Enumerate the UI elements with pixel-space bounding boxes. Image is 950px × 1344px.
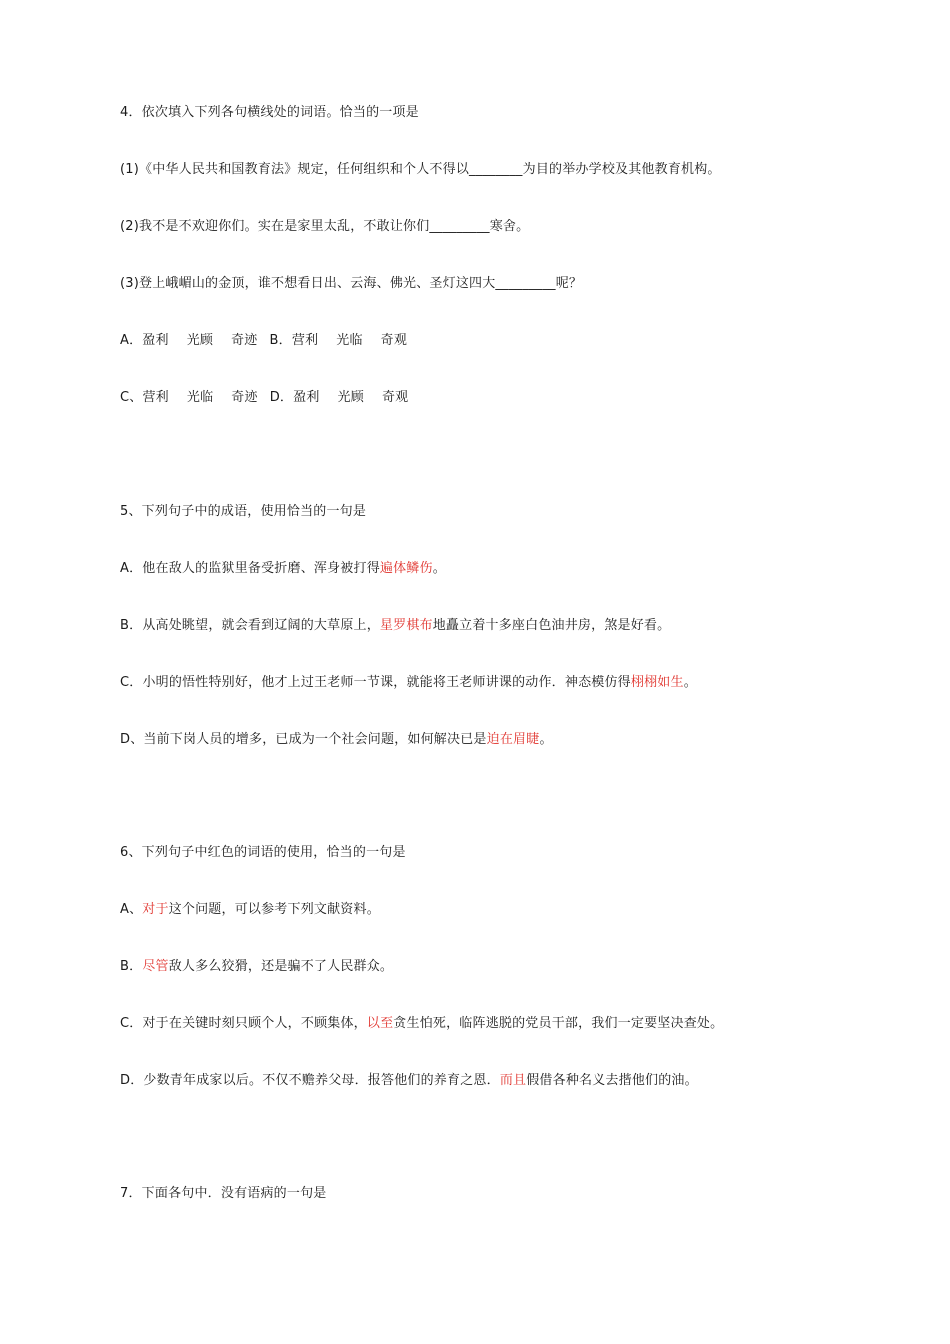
q4-option-c-word-1: 营利: [142, 390, 169, 405]
q5-option-a: [120, 560, 446, 578]
q5-option-c-end: 。: [683, 675, 697, 690]
q4-option-c-label: C、: [120, 390, 143, 405]
q6-option-d: [120, 1072, 698, 1090]
q4-option-a-label: A．: [120, 333, 143, 348]
q6-stem: 6、下列句子中红色的词语的使用，恰当的一句是: [120, 845, 406, 860]
q5-option-c-idiom: 栩栩如生: [630, 675, 684, 690]
q5-option-a-idiom: 遍体鳞伤: [379, 561, 433, 576]
q5-option-a-text: A．他在敌人的监狱里备受折磨、浑身被打得: [120, 561, 380, 576]
q6-option-c: [120, 1015, 723, 1033]
q4-option-a-word-1: 盈利: [142, 333, 169, 348]
q6-option-a-text: 这个问题，可以参考下列文献资料。: [168, 902, 380, 917]
q5-option-a-end: 。: [432, 561, 446, 576]
q6-option-c-word: 以至: [366, 1016, 394, 1031]
q5-option-d-text: D、当前下岗人员的增多，已成为一个社会问题，如何解决已是: [120, 732, 487, 747]
q5-option-d-idiom: 迫在眉睫: [486, 732, 540, 747]
q6-option-a: [120, 901, 380, 919]
q4-option-c-word-3: 奇迹: [231, 390, 258, 405]
q5-option-d: [120, 731, 553, 749]
q6-option-c-text: C．对于在关键时刻只顾个人，不顾集体，: [120, 1016, 367, 1031]
q6-option-b-text: 敌人多么狡猾，还是骗不了人民群众。: [168, 959, 394, 974]
q5-option-c-text: C．小明的悟性特别好，他才上过王老师一节课，就能将王老师讲课的动作．神态模仿得: [120, 675, 631, 690]
q4-option-a-word-3: 奇迹: [231, 333, 258, 348]
q6-option-d-text: D．少数青年成家以后。不仅不赡养父母．报答他们的养育之恩．: [120, 1073, 500, 1088]
q4-options-ab: [120, 332, 407, 350]
q4-option-b-label: B．: [269, 333, 292, 348]
q6-option-b: [120, 958, 393, 976]
q4-sentence-2: (2)我不是不欢迎你们。实在是家里太乱，不敢让你们_________寒舍。: [120, 219, 530, 234]
q6-option-a-label: A、: [120, 902, 143, 917]
q4-sentence-3: (3)登上峨嵋山的金顶，谁不想看日出、云海、佛光、圣灯这四大_________呢？: [120, 276, 583, 291]
q6-option-a-word: 对于: [142, 902, 169, 917]
q5-option-b-idiom: 星罗棋布: [379, 618, 433, 633]
q5-option-b-text: B．从高处眺望，就会看到辽阔的大草原上，: [120, 618, 380, 633]
q6-option-b-label: B．: [120, 959, 143, 974]
q6-option-c-end: 贪生怕死，临阵逃脱的党员干部，我们一定要坚决查处。: [393, 1016, 724, 1031]
q6-option-d-word: 而且: [499, 1073, 527, 1088]
q4-option-a-word-2: 光顾: [186, 333, 214, 348]
q5-option-b: [120, 617, 670, 635]
q4-option-b-word-1: 营利: [291, 333, 319, 348]
q4-option-b-word-3: 奇观: [380, 333, 408, 348]
q5-stem: 5、下列句子中的成语，使用恰当的一句是: [120, 504, 367, 519]
q5-option-d-end: 。: [539, 732, 553, 747]
q4-options-cd: [120, 389, 408, 407]
q5-option-c: [120, 674, 697, 692]
q4-option-d-label: D．: [269, 390, 294, 405]
q4-option-b-word-2: 光临: [336, 333, 363, 348]
q6-option-d-end: 假借各种名义去揩他们的油。: [526, 1073, 698, 1088]
q6-option-b-word: 尽管: [142, 959, 169, 974]
q4-option-d-word-3: 奇观: [381, 390, 409, 405]
q7-stem: 7．下面各句中．没有语病的一句是: [120, 1186, 327, 1201]
q5-option-b-end: 地矗立着十多座白色油井房，煞是好看。: [432, 618, 671, 633]
q4-sentence-1: (1)《中华人民共和国教育法》规定，任何组织和个人不得以________为目的举办学校及其他教育机构。: [120, 162, 721, 177]
q4-option-d-word-1: 盈利: [293, 390, 320, 405]
q4-option-d-word-2: 光顾: [337, 390, 364, 405]
q4-option-c-word-2: 光临: [186, 390, 214, 405]
q4-stem: 4．依次填入下列各句横线处的词语。恰当的一项是: [120, 105, 419, 120]
